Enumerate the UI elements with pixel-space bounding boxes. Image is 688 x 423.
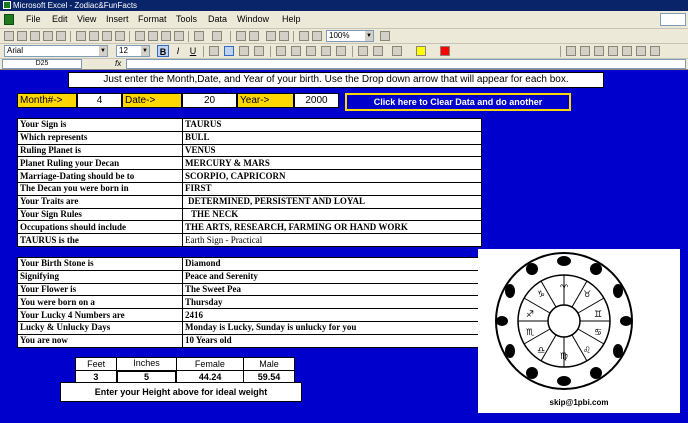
row-label: You were born on a (18, 296, 183, 309)
row-value[interactable]: Thursday (183, 296, 482, 309)
column-header: Male (244, 358, 295, 371)
email-icon[interactable] (56, 31, 66, 41)
table-row (18, 234, 482, 247)
function-icon[interactable]: fx (115, 59, 122, 68)
chevron-down-icon[interactable]: ▼ (142, 48, 148, 54)
row-label: Your Lucky 4 Numbers are (18, 309, 183, 322)
row-value[interactable]: DETERMINED, PERSISTENT AND LOYAL (183, 195, 482, 208)
review-icon[interactable] (636, 46, 646, 56)
formatting-toolbar (0, 44, 688, 59)
menu-insert[interactable]: Insert (106, 14, 129, 24)
menu-edit[interactable]: Edit (52, 14, 68, 24)
excel-app-icon (3, 1, 11, 9)
increase-decimal-icon[interactable] (321, 46, 331, 56)
separator (560, 46, 561, 57)
separator (352, 46, 353, 57)
row-value[interactable]: 10 Years old (183, 334, 482, 347)
table-row (18, 334, 482, 347)
print-icon[interactable] (76, 31, 86, 41)
row-value[interactable]: THE NECK (183, 208, 482, 221)
svg-text:♋: ♋ (593, 328, 603, 338)
chevron-down-icon[interactable]: ▼ (366, 33, 372, 39)
menu-tools[interactable]: Tools (176, 14, 198, 24)
clear-data-button[interactable]: Click here to Clear Data and do another (345, 93, 571, 111)
row-label: Your Flower is (18, 283, 183, 296)
permission-icon[interactable] (43, 31, 53, 41)
month-label: Month#-> (17, 93, 77, 108)
column-header: Inches (117, 358, 177, 371)
row-label: Your Sign is (18, 119, 183, 132)
separator (230, 31, 231, 42)
zodiac-wheel-image (478, 249, 680, 413)
table-row (18, 170, 482, 183)
female-weight-value: 44.24 (176, 371, 243, 384)
chevron-down-icon[interactable]: ▼ (100, 48, 106, 54)
merge-center-icon[interactable] (254, 46, 264, 56)
table-row (18, 144, 482, 157)
table-row (18, 270, 482, 283)
currency-icon[interactable] (276, 46, 286, 56)
row-label: Signifying (18, 270, 183, 283)
copy-icon[interactable] (148, 31, 158, 41)
standard-toolbar (0, 29, 688, 44)
bold-button[interactable]: B (157, 45, 169, 57)
separator (188, 31, 189, 42)
decrease-decimal-icon[interactable] (336, 46, 346, 56)
spelling-icon[interactable] (102, 31, 112, 41)
menu-window[interactable]: Window (237, 14, 270, 24)
table-row (18, 119, 482, 132)
formula-input[interactable] (126, 59, 686, 69)
svg-text:♊: ♊ (593, 310, 603, 320)
table-row (18, 283, 482, 296)
table-header-row (76, 358, 295, 371)
review-icon[interactable] (622, 46, 632, 56)
separator (129, 31, 130, 42)
svg-text:♎: ♎ (536, 346, 546, 356)
format-painter-icon[interactable] (174, 31, 184, 41)
date-label: Date-> (122, 93, 182, 108)
row-value[interactable]: Diamond (183, 258, 482, 271)
align-center-icon[interactable] (224, 46, 234, 56)
row-value[interactable]: FIRST (183, 182, 482, 195)
review-icon[interactable] (594, 46, 604, 56)
table-row (18, 131, 482, 144)
column-header: Feet (76, 358, 117, 371)
date-input[interactable]: 20 (182, 93, 237, 108)
table-row (18, 157, 482, 170)
review-icon[interactable] (608, 46, 618, 56)
row-label: Marriage-Dating should be to (18, 170, 183, 183)
table-row (18, 208, 482, 221)
row-value[interactable]: VENUS (183, 144, 482, 157)
male-weight-value: 59.54 (244, 371, 295, 384)
align-left-icon[interactable] (209, 46, 219, 56)
chart-wizard-icon[interactable] (299, 31, 309, 41)
paste-icon[interactable] (161, 31, 171, 41)
font-size-select[interactable]: 12 ▼ (116, 45, 150, 57)
row-label: Occupations should include (18, 221, 183, 234)
svg-text:♐: ♐ (525, 310, 535, 320)
percent-icon[interactable] (291, 46, 301, 56)
borders-icon[interactable] (392, 46, 402, 56)
table-row (18, 258, 482, 271)
review-icon[interactable] (650, 46, 660, 56)
inches-input[interactable]: 5 (117, 371, 177, 384)
feet-input[interactable]: 3 (76, 371, 117, 384)
menu-help[interactable]: Help (282, 14, 301, 24)
svg-text:♏: ♏ (525, 328, 535, 338)
row-label: TAURUS is the (18, 234, 183, 247)
row-label: Your Traits are (18, 195, 183, 208)
menu-bar (0, 11, 688, 29)
table-row (18, 309, 482, 322)
month-input[interactable]: 4 (77, 93, 122, 108)
ask-question-box[interactable] (660, 13, 686, 26)
row-label: You are now (18, 334, 183, 347)
workbook-icon[interactable] (4, 14, 14, 25)
increase-indent-icon[interactable] (373, 46, 383, 56)
svg-text:♈: ♈ (559, 284, 569, 294)
menu-file[interactable]: File (26, 14, 41, 24)
row-label: Planet Ruling your Decan (18, 157, 183, 170)
row-value[interactable]: Peace and Serenity (183, 270, 482, 283)
year-label: Year-> (237, 93, 294, 108)
menu-data[interactable]: Data (208, 14, 228, 24)
row-value[interactable]: 2416 (183, 309, 482, 322)
sort-ascending-icon[interactable] (266, 31, 276, 41)
row-value[interactable]: THE ARTS, RESEARCH, FARMING OR HAND WORK (183, 221, 482, 234)
help-icon[interactable] (380, 31, 390, 41)
separator (203, 46, 204, 57)
separator (293, 31, 294, 42)
row-label: Lucky & Unlucky Days (18, 321, 183, 334)
birth-facts-table (17, 257, 482, 348)
row-label: Your Birth Stone is (18, 258, 183, 271)
undo-icon[interactable] (194, 31, 204, 41)
comma-style-icon[interactable] (306, 46, 316, 56)
instructions-banner: Just enter the Month,Date, and Year of your birth. Use the Drop down arrow that will appear for each box. (68, 72, 604, 88)
open-icon[interactable] (17, 31, 27, 41)
year-input[interactable]: 2000 (294, 93, 339, 108)
window-title: Microsoft Excel - Zodiac&FunFacts (13, 1, 138, 10)
separator (270, 46, 271, 57)
underline-button[interactable]: U (189, 46, 197, 56)
table-row (18, 321, 482, 334)
row-value[interactable]: BULL (183, 131, 482, 144)
row-value[interactable]: SCORPIO, CAPRICORN (183, 170, 482, 183)
table-row (18, 195, 482, 208)
zoom-select[interactable]: 100% ▼ (326, 30, 374, 42)
formula-bar (0, 59, 688, 70)
author-email: skip@1pbi.com (549, 398, 609, 407)
svg-text:♑: ♑ (536, 290, 546, 300)
new-icon[interactable] (4, 31, 14, 41)
redo-icon[interactable] (212, 31, 222, 41)
row-value[interactable]: TAURUS (183, 119, 482, 132)
review-icon[interactable] (566, 46, 576, 56)
autosum-icon[interactable] (249, 31, 259, 41)
separator (70, 31, 71, 42)
drawing-icon[interactable] (312, 31, 322, 41)
row-value[interactable]: MERCURY & MARS (183, 157, 482, 170)
align-right-icon[interactable] (239, 46, 249, 56)
worksheet (0, 70, 688, 423)
zodiac-wheel-icon (478, 249, 680, 395)
table-row (18, 221, 482, 234)
svg-text:♍: ♍ (559, 352, 569, 362)
table-row (18, 296, 482, 309)
row-value[interactable]: Earth Sign - Practical (183, 234, 482, 247)
save-icon[interactable] (30, 31, 40, 41)
row-label: The Decan you were born in (18, 182, 183, 195)
title-bar (0, 0, 688, 11)
italic-button[interactable]: I (176, 46, 180, 56)
sign-info-table (17, 118, 482, 247)
decrease-indent-icon[interactable] (358, 46, 368, 56)
research-icon[interactable] (115, 31, 125, 41)
print-preview-icon[interactable] (89, 31, 99, 41)
name-box[interactable]: D25 (2, 59, 82, 69)
fill-color-icon[interactable] (416, 46, 426, 56)
row-label: Your Sign Rules (18, 208, 183, 221)
cut-icon[interactable] (135, 31, 145, 41)
menu-view[interactable]: View (77, 14, 97, 24)
sort-descending-icon[interactable] (279, 31, 289, 41)
svg-text:♌: ♌ (582, 346, 592, 356)
row-value[interactable]: The Sweet Pea (183, 283, 482, 296)
svg-text:♉: ♉ (582, 290, 592, 300)
font-color-icon[interactable] (440, 46, 450, 56)
row-label: Which represents (18, 131, 183, 144)
hyperlink-icon[interactable] (236, 31, 246, 41)
table-row (18, 182, 482, 195)
menu-format[interactable]: Format (138, 14, 167, 24)
height-note: Enter your Height above for ideal weight (60, 382, 302, 402)
row-label: Ruling Planet is (18, 144, 183, 157)
font-name-select[interactable]: Arial ▼ (4, 45, 108, 57)
row-value[interactable]: Monday is Lucky, Sunday is unlucky for you (183, 321, 482, 334)
column-header: Female (176, 358, 243, 371)
height-weight-table (75, 357, 295, 385)
review-icon[interactable] (580, 46, 590, 56)
